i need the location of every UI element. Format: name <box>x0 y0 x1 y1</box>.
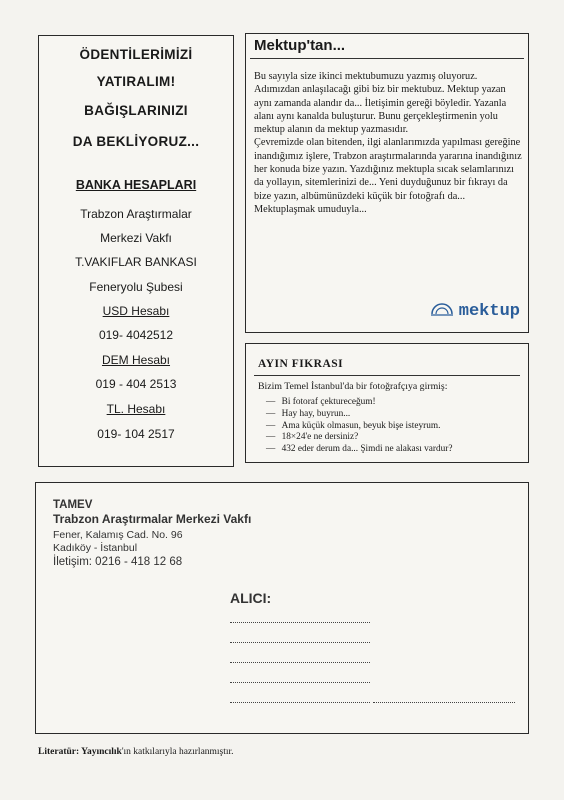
footer-credit-rest: 'ın katkılarıyla hazırlanmıştır. <box>121 747 234 757</box>
mektup-paragraph-3: Çevremizde olan bitenden, ilgi alanlarımızda yapılması gereğine inandığımız işlere, Trabzon araştırmalarında yararına inandığınız her konuda bize yazın. Yazdığınız mektupla sıcak selamlarınızı da yollayın, sitemlerinizi de... Yeni duyduğunuz bir fıkrayı da bize yazın, albümünüzdeki küçük bir fotoğrafı da... <box>254 137 522 202</box>
dem-account-label: DEM Hesabı <box>101 353 171 367</box>
mektup-logo-text: mektup <box>458 302 520 321</box>
joke-line: — 432 eder derum da... Şimdi ne alakası vardur? <box>266 444 453 456</box>
mektup-body <box>254 70 522 216</box>
footer-credit <box>38 747 234 757</box>
sender-name: Trabzon Araştırmalar Merkezi Vakfı <box>53 512 252 526</box>
footer-credit-publisher: Literatür: Yayıncılık <box>38 747 122 757</box>
joke-divider <box>254 375 520 376</box>
donation-call-line-3: BAĞIŞLARINIZI <box>84 103 188 118</box>
recipient-address-line <box>230 622 370 623</box>
mektup-divider <box>250 58 524 59</box>
joke-line: — Bi fotoraf çektureceğum! <box>266 397 453 409</box>
org-line-2: Merkezi Vakfı <box>100 231 172 245</box>
joke-line: — Ama küçük olmasun, beyuk bişe isteyrum. <box>266 421 453 433</box>
sender-city: Kadıköy - İstanbul <box>53 542 138 554</box>
joke-line: — 18×24'e ne dersiniz? <box>266 432 453 444</box>
bank-accounts-box <box>38 35 234 467</box>
recipient-label: ALICI: <box>230 590 272 606</box>
mektup-title: Mektup'tan... <box>254 37 346 54</box>
tl-account-number: 019- 104 2517 <box>97 427 175 441</box>
sender-org: TAMEV <box>53 499 93 511</box>
mektup-logo <box>429 301 520 322</box>
recipient-address-line <box>230 662 370 663</box>
mektup-paragraph-4: Mektuplaşmak umuduyla... <box>254 203 367 215</box>
mektup-paragraph-2: Adımızdan anlaşılacağı gibi biz bir mektubuz. Mektup yazan aynı zamanda alandır da... İletişimin gereği böyledir. Yazanla alanı aynı kanalda buluşturur. Bunu gerçekleştirmenin yolu mektup alanın da mektup yazmasıdır. <box>254 84 507 136</box>
joke-line: — Hay hay, buyrun... <box>266 409 453 421</box>
mektup-paragraph-1: Bu sayıyla size ikinci mektubumuzu yazmış oluyoruz. <box>254 71 478 82</box>
dem-account-number: 019 - 404 2513 <box>95 377 177 391</box>
donation-call-line-4: DA BEKLİYORUZ... <box>72 134 200 149</box>
sender-street: Fener, Kalamış Cad. No. 96 <box>53 529 183 541</box>
usd-account-label: USD Hesabı <box>102 304 170 318</box>
recipient-address-line <box>373 702 515 703</box>
mektup-letter-box <box>245 33 529 333</box>
donation-call-line-2: YATIRALIM! <box>96 74 176 89</box>
joke-dialogue <box>266 397 453 456</box>
usd-account-number: 019- 4042512 <box>98 328 174 342</box>
bank-branch: Feneryolu Şubesi <box>89 280 183 294</box>
bank-name: T.VAKIFLAR BANKASI <box>75 255 197 269</box>
joke-title: AYIN FIKRASI <box>258 358 344 370</box>
recipient-address-line <box>230 702 370 703</box>
sender-phone: İletişim: 0216 - 418 12 68 <box>53 556 183 568</box>
accounts-title: BANKA HESAPLARI <box>75 178 197 192</box>
donation-call-line-1: ÖDENTİLERİMİZİ <box>79 47 193 62</box>
org-line-1: Trabzon Araştırmalar <box>80 207 192 221</box>
recipient-address-line <box>230 682 370 683</box>
joke-of-month-box <box>245 343 529 463</box>
tl-account-label: TL. Hesabı <box>106 402 166 416</box>
recipient-address-line <box>230 642 370 643</box>
joke-intro: Bizim Temel İstanbul'da bir fotoğrafçıya girmiş: <box>258 381 448 392</box>
mailing-address-box <box>35 482 529 734</box>
envelope-sun-logo-icon <box>429 301 455 322</box>
